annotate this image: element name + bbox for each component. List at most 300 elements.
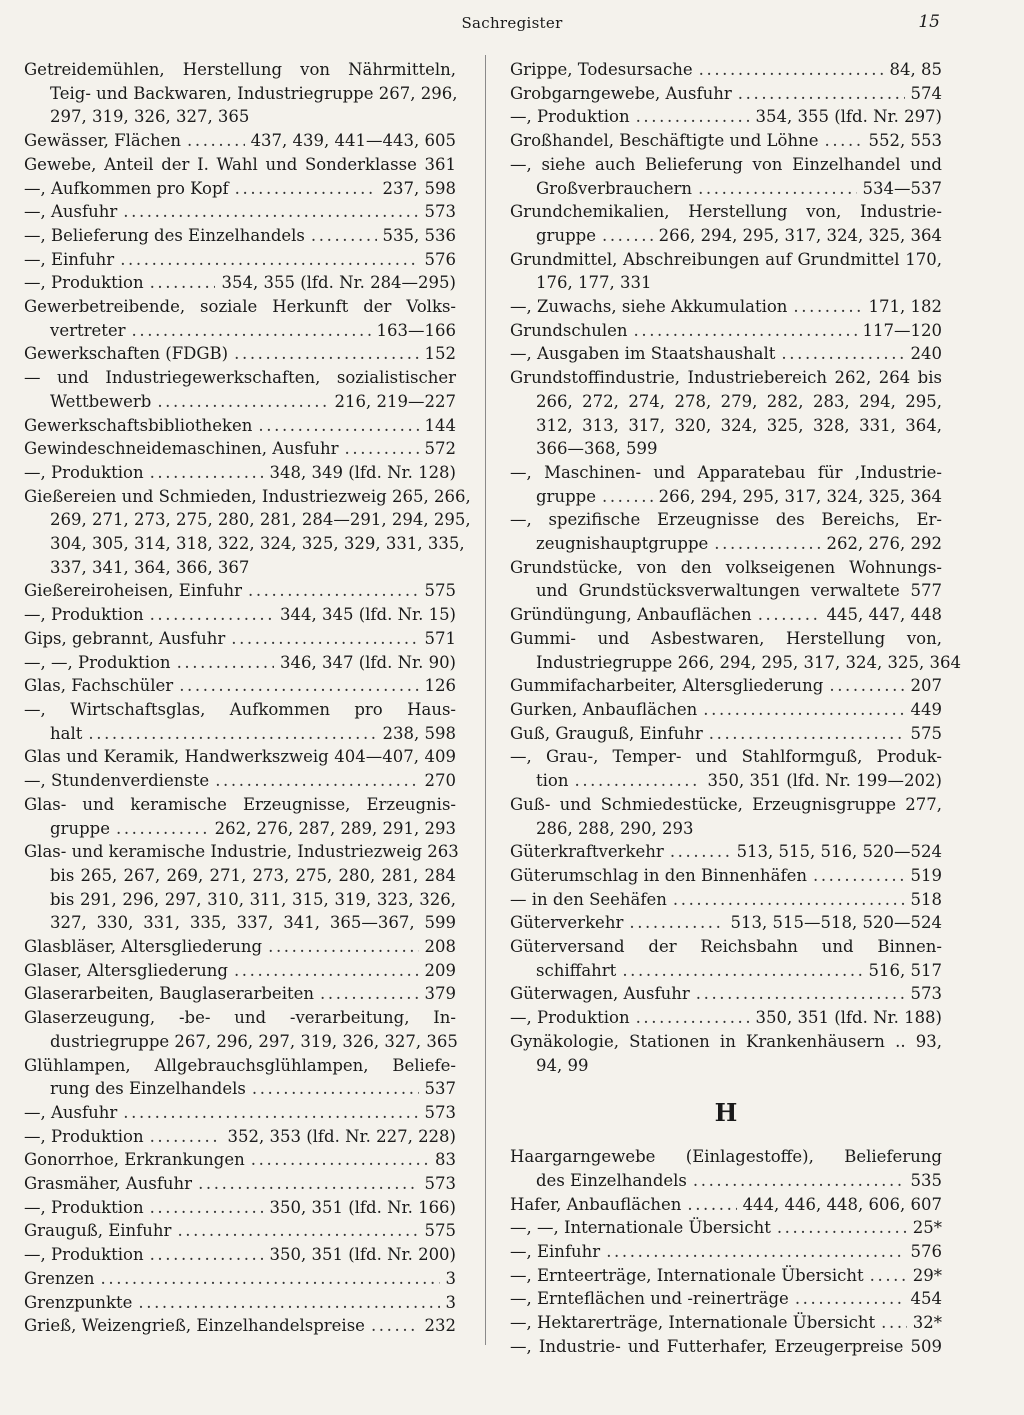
entry-label: Grundstücke, von den volkseigenen Wohnungs- <box>510 557 942 577</box>
index-line <box>24 698 456 722</box>
dot-leader <box>793 295 862 319</box>
entry-label: 286, 288, 290, 293 <box>536 818 694 838</box>
entry-pages: 237, 598 <box>382 178 456 198</box>
entry-pages: 350, 351 (lfd. Nr. 188) <box>755 1008 942 1028</box>
entry-pages: 208 <box>424 937 456 957</box>
page-header <box>0 12 1024 40</box>
dot-leader <box>670 840 731 864</box>
entry-label: 269, 271, 273, 275, 280, 281, 284—291, 294, 295, <box>50 510 471 530</box>
index-line <box>510 982 942 1006</box>
index-line <box>510 248 942 272</box>
entry-pages: 575 <box>424 1221 456 1241</box>
dot-leader <box>870 1264 907 1288</box>
dot-leader <box>248 579 419 603</box>
dot-leader <box>101 1267 440 1291</box>
entry-pages: 354, 355 (lfd. Nr. 284—295) <box>221 273 456 293</box>
entry-label: bis 291, 296, 297, 310, 311, 315, 319, 323, 326, <box>50 889 456 909</box>
entry-pages: 573 <box>910 984 942 1004</box>
index-line <box>24 366 456 390</box>
entry-label: —, Produktion <box>24 1245 144 1265</box>
index-line <box>24 651 456 675</box>
entry-pages: 552, 553 <box>868 131 942 151</box>
dot-leader <box>177 1219 418 1243</box>
index-line <box>24 674 456 698</box>
entry-pages: 232 <box>424 1316 456 1336</box>
index-line <box>510 1264 942 1288</box>
entry-label: Grasmäher, Ausfuhr <box>24 1174 193 1194</box>
index-line <box>24 1101 456 1125</box>
index-line <box>24 1054 456 1078</box>
entry-pages: 117—120 <box>862 320 942 340</box>
dot-leader <box>88 722 376 746</box>
index-line <box>24 864 456 888</box>
dot-leader <box>215 769 418 793</box>
dot-leader <box>574 769 701 793</box>
dot-leader <box>622 959 862 983</box>
entry-label: Grauguß, Einfuhr <box>24 1221 172 1241</box>
entry-label: Glasbläser, Altersgliederung <box>24 937 263 957</box>
entry-label: —, Ausfuhr <box>24 1102 118 1122</box>
entry-label: Güterverkehr <box>510 913 624 933</box>
dot-leader <box>758 603 821 627</box>
entry-label: 366—368, 599 <box>536 439 658 459</box>
index-line <box>510 698 942 722</box>
entry-pages: 3 <box>445 1292 456 1312</box>
index-line <box>510 579 942 603</box>
entry-label: schiffahrt <box>536 960 617 980</box>
entry-label: zeugnishauptgruppe <box>536 534 709 554</box>
entry-pages: 352, 353 (lfd. Nr. 227, 228) <box>227 1126 456 1146</box>
dot-leader <box>714 532 820 556</box>
entry-label: —, Ernteerträge, Internationale Übersicht <box>510 1265 864 1285</box>
index-line <box>24 390 456 414</box>
entry-pages: 207 <box>910 676 942 696</box>
dot-leader <box>781 342 904 366</box>
dot-leader <box>636 105 750 129</box>
entry-label: —, —, Internationale Übersicht <box>510 1218 771 1238</box>
entry-label: —, —, Produktion <box>24 652 171 672</box>
index-line <box>510 485 942 509</box>
dot-leader <box>150 1243 264 1267</box>
index-line <box>24 461 456 485</box>
index-line <box>510 722 942 746</box>
dot-leader <box>123 1101 418 1125</box>
dot-leader <box>258 414 418 438</box>
entry-label: Gonorrhoe, Erkrankungen <box>24 1150 245 1170</box>
entry-pages: 445, 447, 448 <box>826 605 942 625</box>
entry-label: Grenzen <box>24 1268 95 1288</box>
entry-pages: 573 <box>424 1102 456 1122</box>
dot-leader <box>602 485 653 509</box>
entry-label: 327, 330, 331, 335, 337, 341, 365—367, 599 <box>50 913 456 933</box>
dot-leader <box>150 1196 264 1220</box>
entry-pages: 238, 598 <box>382 723 456 743</box>
entry-pages: 209 <box>424 960 456 980</box>
index-line <box>510 508 942 532</box>
entry-label: Gurken, Anbauflächen <box>510 699 698 719</box>
entry-label: gruppe <box>536 486 596 506</box>
index-line <box>510 651 961 675</box>
entry-pages: 518 <box>910 889 942 909</box>
index-line <box>510 271 942 295</box>
dot-leader <box>698 177 856 201</box>
index-line <box>510 840 942 864</box>
index-line <box>24 319 456 343</box>
entry-label: —, Produktion <box>24 273 144 293</box>
dot-leader <box>673 888 905 912</box>
index-line <box>24 1219 456 1243</box>
index-line <box>510 437 942 461</box>
index-line <box>510 342 942 366</box>
index-line <box>510 745 942 769</box>
entry-label: —, Ausgaben im Staatshaushalt <box>510 344 776 364</box>
entry-label: — und Industriegewerkschaften, sozialistischer <box>24 368 456 388</box>
entry-label: Grundschulen <box>510 320 628 340</box>
dot-leader <box>629 911 724 935</box>
entry-label: Wettbewerb <box>50 391 152 411</box>
dot-leader <box>177 651 274 675</box>
index-line <box>24 342 456 366</box>
index-line <box>24 153 456 177</box>
dot-leader <box>150 603 274 627</box>
entry-pages: 266, 294, 295, 317, 324, 325, 364 <box>658 486 942 506</box>
entry-pages: 144 <box>424 415 456 435</box>
index-line <box>510 1145 942 1169</box>
index-line <box>24 959 456 983</box>
index-line <box>24 271 456 295</box>
index-line <box>510 1054 942 1078</box>
index-column-right <box>510 58 961 1359</box>
entry-label: 312, 313, 317, 320, 324, 325, 328, 331, 364, <box>536 415 942 435</box>
index-line <box>510 1335 942 1359</box>
entry-label: Gummi- und Asbestwaren, Herstellung von, <box>510 628 942 648</box>
dot-leader <box>881 1311 907 1335</box>
entry-pages: 454 <box>910 1289 942 1309</box>
index-line <box>24 1243 456 1267</box>
entry-label: Gewerkschaftsbibliotheken <box>24 415 253 435</box>
index-line <box>24 793 456 817</box>
dot-leader <box>687 1193 736 1217</box>
column-divider <box>485 55 486 1345</box>
index-line <box>510 627 942 651</box>
dot-leader <box>251 1148 429 1172</box>
entry-pages: 516, 517 <box>868 960 942 980</box>
entry-pages: 571 <box>424 628 456 648</box>
entry-pages: 216, 219—227 <box>334 391 456 411</box>
index-line <box>510 414 942 438</box>
right-column-entries <box>510 58 961 1077</box>
entry-pages: 350, 351 (lfd. Nr. 199—202) <box>707 771 942 791</box>
section-h-entries <box>510 1145 942 1358</box>
entry-label: Grundmittel, Abschreibungen auf Grundmittel 170, <box>510 249 942 269</box>
index-line <box>510 200 942 224</box>
entry-label: Glas, Fachschüler <box>24 676 174 696</box>
index-line <box>510 888 942 912</box>
entry-label: —, Einfuhr <box>24 249 115 269</box>
section-heading-h: H <box>714 1098 738 1128</box>
entry-pages: 573 <box>424 202 456 222</box>
index-line <box>24 769 456 793</box>
index-line <box>24 982 456 1006</box>
entry-label: Grobgarngewebe, Ausfuhr <box>510 83 732 103</box>
dot-leader <box>235 177 377 201</box>
dot-leader <box>699 58 884 82</box>
entry-pages: 535 <box>910 1170 942 1190</box>
entry-label: Glaserzeugung, -be- und -verarbeitung, In- <box>24 1008 456 1028</box>
entry-label: 297, 319, 326, 327, 365 <box>50 107 250 127</box>
index-line <box>510 1240 942 1264</box>
index-line <box>24 532 465 556</box>
entry-label: —, Ernteflächen und -reinerträge <box>510 1289 789 1309</box>
entry-pages: 574 <box>910 83 942 103</box>
index-line <box>24 627 456 651</box>
dot-leader <box>311 224 377 248</box>
entry-pages: 262, 276, 292 <box>826 534 942 554</box>
index-line <box>510 817 942 841</box>
entry-pages: 346, 347 (lfd. Nr. 90) <box>279 652 456 672</box>
dot-leader <box>120 248 418 272</box>
index-line <box>510 105 942 129</box>
entry-label: — in den Seehäfen <box>510 889 667 909</box>
entry-label: —, Grau-, Temper- und Stahlformguß, Produk- <box>510 747 942 767</box>
entry-pages: 262, 276, 287, 289, 291, 293 <box>214 818 456 838</box>
index-line <box>24 177 456 201</box>
page-number: 15 <box>918 12 940 32</box>
entry-label: Industriegruppe 266, 294, 295, 317, 324, 325, 364 <box>536 652 961 672</box>
dot-leader <box>709 722 905 746</box>
entry-label: —, Produktion <box>24 1197 144 1217</box>
entry-label: Grieß, Weizengrieß, Einzelhandelspreise <box>24 1316 365 1336</box>
entry-pages: 576 <box>424 249 456 269</box>
entry-pages: 83 <box>435 1150 456 1170</box>
dot-leader <box>234 342 418 366</box>
dot-leader <box>179 674 418 698</box>
index-line <box>24 840 459 864</box>
entry-label: —, Produktion <box>24 1126 144 1146</box>
entry-label: —, spezifische Erzeugnisse des Bereichs, Er- <box>510 510 942 530</box>
index-line <box>24 437 456 461</box>
entry-pages: 573 <box>424 1174 456 1194</box>
dot-leader <box>231 627 418 651</box>
entry-pages: 513, 515, 516, 520—524 <box>736 842 942 862</box>
entry-label: Gründüngung, Anbauflächen <box>510 605 752 625</box>
entry-label: —, Produktion <box>510 107 630 127</box>
dot-leader <box>606 1240 904 1264</box>
index-line <box>24 579 456 603</box>
entry-label: Glas- und keramische Erzeugnisse, Erzeugnis- <box>24 794 456 814</box>
entry-label: Gewässer, Flächen <box>24 131 181 151</box>
entry-label: 94, 99 <box>536 1055 589 1075</box>
entry-label: —, Industrie- und Futterhafer, Erzeugerpreise 509 <box>510 1336 942 1356</box>
entry-pages: 29* <box>912 1265 942 1285</box>
entry-label: Großhandel, Beschäftigte und Löhne <box>510 131 819 151</box>
dot-leader <box>813 864 905 888</box>
entry-label: Gewerkschaften (FDGB) <box>24 344 229 364</box>
dot-leader <box>252 1077 419 1101</box>
index-line <box>510 319 942 343</box>
entry-label: Gips, gebrannt, Ausfuhr <box>24 628 226 648</box>
entry-pages: 575 <box>910 723 942 743</box>
entry-label: tion <box>536 771 569 791</box>
dot-leader <box>696 982 905 1006</box>
index-line <box>24 105 456 129</box>
dot-leader <box>345 437 419 461</box>
index-line <box>510 603 942 627</box>
entry-pages: 575 <box>424 581 456 601</box>
entry-label: Grenzpunkte <box>24 1292 133 1312</box>
dot-leader <box>703 698 904 722</box>
entry-label: Güterumschlag in den Binnenhäfen <box>510 865 807 885</box>
dot-leader <box>150 1125 222 1149</box>
entry-label: Gießereiroheisen, Einfuhr <box>24 581 242 601</box>
entry-label: des Einzelhandels <box>536 1170 687 1190</box>
index-line <box>510 1006 942 1030</box>
entry-label: Gewebe, Anteil der I. Wahl und Sonderklasse 361 <box>24 154 456 174</box>
entry-label: —, Einfuhr <box>510 1242 601 1262</box>
entry-label: gruppe <box>536 225 596 245</box>
index-line <box>510 532 942 556</box>
entry-label: halt <box>50 723 83 743</box>
entry-pages: 379 <box>424 984 456 1004</box>
index-line <box>510 1193 942 1217</box>
entry-pages: 171, 182 <box>868 297 942 317</box>
index-line <box>24 414 456 438</box>
entry-label: Glaser, Altersgliederung <box>24 960 228 980</box>
entry-label: Grundchemikalien, Herstellung von, Industrie- <box>510 202 942 222</box>
index-line <box>24 1030 456 1054</box>
dot-leader <box>157 390 328 414</box>
dot-leader <box>138 1291 439 1315</box>
entry-pages: 354, 355 (lfd. Nr. 297) <box>755 107 942 127</box>
dot-leader <box>602 224 653 248</box>
index-line <box>510 1311 942 1335</box>
entry-pages: 266, 294, 295, 317, 324, 325, 364 <box>658 225 942 245</box>
entry-label: Güterversand der Reichsbahn und Binnen- <box>510 937 942 957</box>
entry-pages: 270 <box>424 771 456 791</box>
entry-pages: 576 <box>910 1242 942 1262</box>
index-line <box>24 1006 456 1030</box>
index-line <box>24 1148 456 1172</box>
index-line <box>24 722 456 746</box>
entry-pages: 25* <box>912 1218 942 1238</box>
entry-pages: 32* <box>912 1313 942 1333</box>
index-line <box>24 745 456 769</box>
index-line <box>24 508 471 532</box>
index-line <box>510 366 942 390</box>
entry-label: Hafer, Anbauflächen <box>510 1194 682 1214</box>
entry-pages: 152 <box>424 344 456 364</box>
entry-pages: 240 <box>910 344 942 364</box>
index-line <box>24 58 456 82</box>
index-line <box>24 1077 456 1101</box>
entry-label: —, Produktion <box>510 1008 630 1028</box>
entry-label: Glas und Keramik, Handwerkszweig 404—407, 409 <box>24 747 456 767</box>
entry-pages: 163—166 <box>376 320 456 340</box>
entry-label: 337, 341, 364, 366, 367 <box>50 557 250 577</box>
index-line <box>510 793 942 817</box>
index-line <box>510 461 942 485</box>
index-line <box>24 82 456 106</box>
entry-label: bis 265, 267, 269, 271, 273, 275, 280, 281, 284 <box>50 865 456 885</box>
entry-label: Teig- und Backwaren, Industriegruppe 267, 296, <box>50 83 458 103</box>
entry-label: Großverbrauchern <box>536 178 693 198</box>
dot-leader <box>777 1216 907 1240</box>
entry-label: Gewerbetreibende, soziale Herkunft der Volks- <box>24 297 456 317</box>
entry-label: —, Hektarerträge, Internationale Übersicht <box>510 1313 876 1333</box>
index-line <box>510 82 942 106</box>
dot-leader <box>634 319 857 343</box>
entry-pages: 449 <box>910 699 942 719</box>
dot-leader <box>829 674 904 698</box>
entry-label: —, Produktion <box>24 605 144 625</box>
dot-leader <box>116 817 209 841</box>
dot-leader <box>150 271 216 295</box>
index-line <box>510 177 942 201</box>
entry-pages: 513, 515—518, 520—524 <box>730 913 942 933</box>
dot-leader <box>234 959 419 983</box>
dot-leader <box>693 1169 905 1193</box>
entry-label: Guß- und Schmiedestücke, Erzeugnisgruppe 277, <box>510 794 942 814</box>
index-column-left <box>24 58 471 1338</box>
dot-leader <box>795 1287 905 1311</box>
index-line <box>510 935 942 959</box>
index-line <box>510 674 942 698</box>
entry-pages: 344, 345 (lfd. Nr. 15) <box>279 605 456 625</box>
entry-label: Güterwagen, Ausfuhr <box>510 984 690 1004</box>
entry-label: —, siehe auch Belieferung von Einzelhandel und <box>510 154 942 174</box>
index-line <box>510 1287 942 1311</box>
entry-label: Güterkraftverkehr <box>510 842 664 862</box>
index-line <box>510 959 942 983</box>
index-line <box>24 1196 456 1220</box>
index-line <box>510 390 942 414</box>
entry-label: 266, 272, 274, 278, 279, 282, 283, 294, 295, <box>536 391 942 411</box>
entry-label: gruppe <box>50 818 110 838</box>
entry-pages: 3 <box>445 1268 456 1288</box>
entry-label: —, Zuwachs, siehe Akkumulation <box>510 297 788 317</box>
entry-label: Haargarngewebe (Einlagestoffe), Belieferung <box>510 1147 942 1167</box>
index-line <box>510 224 942 248</box>
index-line <box>510 1216 942 1240</box>
entry-pages: 437, 439, 441—443, 605 <box>250 131 456 151</box>
entry-label: und Grundstücksverwaltungen verwaltete 577 <box>536 581 942 601</box>
entry-label: —, Belieferung des Einzelhandels <box>24 225 305 245</box>
index-line <box>510 556 942 580</box>
dot-leader <box>636 1006 750 1030</box>
index-line <box>24 1267 456 1291</box>
dot-leader <box>738 82 905 106</box>
entry-label: Guß, Grauguß, Einfuhr <box>510 723 703 743</box>
entry-pages: 126 <box>424 676 456 696</box>
index-line <box>24 817 456 841</box>
entry-pages: 84, 85 <box>889 60 942 79</box>
index-line <box>24 1291 456 1315</box>
index-line <box>24 1125 456 1149</box>
index-line <box>510 769 942 793</box>
dot-leader <box>187 129 245 153</box>
index-line <box>510 295 942 319</box>
entry-pages: 537 <box>424 1079 456 1099</box>
index-line <box>24 248 456 272</box>
index-line <box>24 1172 456 1196</box>
entry-label: 176, 177, 331 <box>536 273 652 293</box>
entry-label: Glaserarbeiten, Bauglaserarbeiten <box>24 984 314 1004</box>
entry-label: Gynäkologie, Stationen in Krankenhäusern .. 93, <box>510 1031 942 1051</box>
dot-leader <box>198 1172 418 1196</box>
entry-label: 304, 305, 314, 318, 322, 324, 325, 329, 331, 335, <box>50 534 465 554</box>
index-line <box>24 911 456 935</box>
entry-pages: 348, 349 (lfd. Nr. 128) <box>269 462 456 482</box>
